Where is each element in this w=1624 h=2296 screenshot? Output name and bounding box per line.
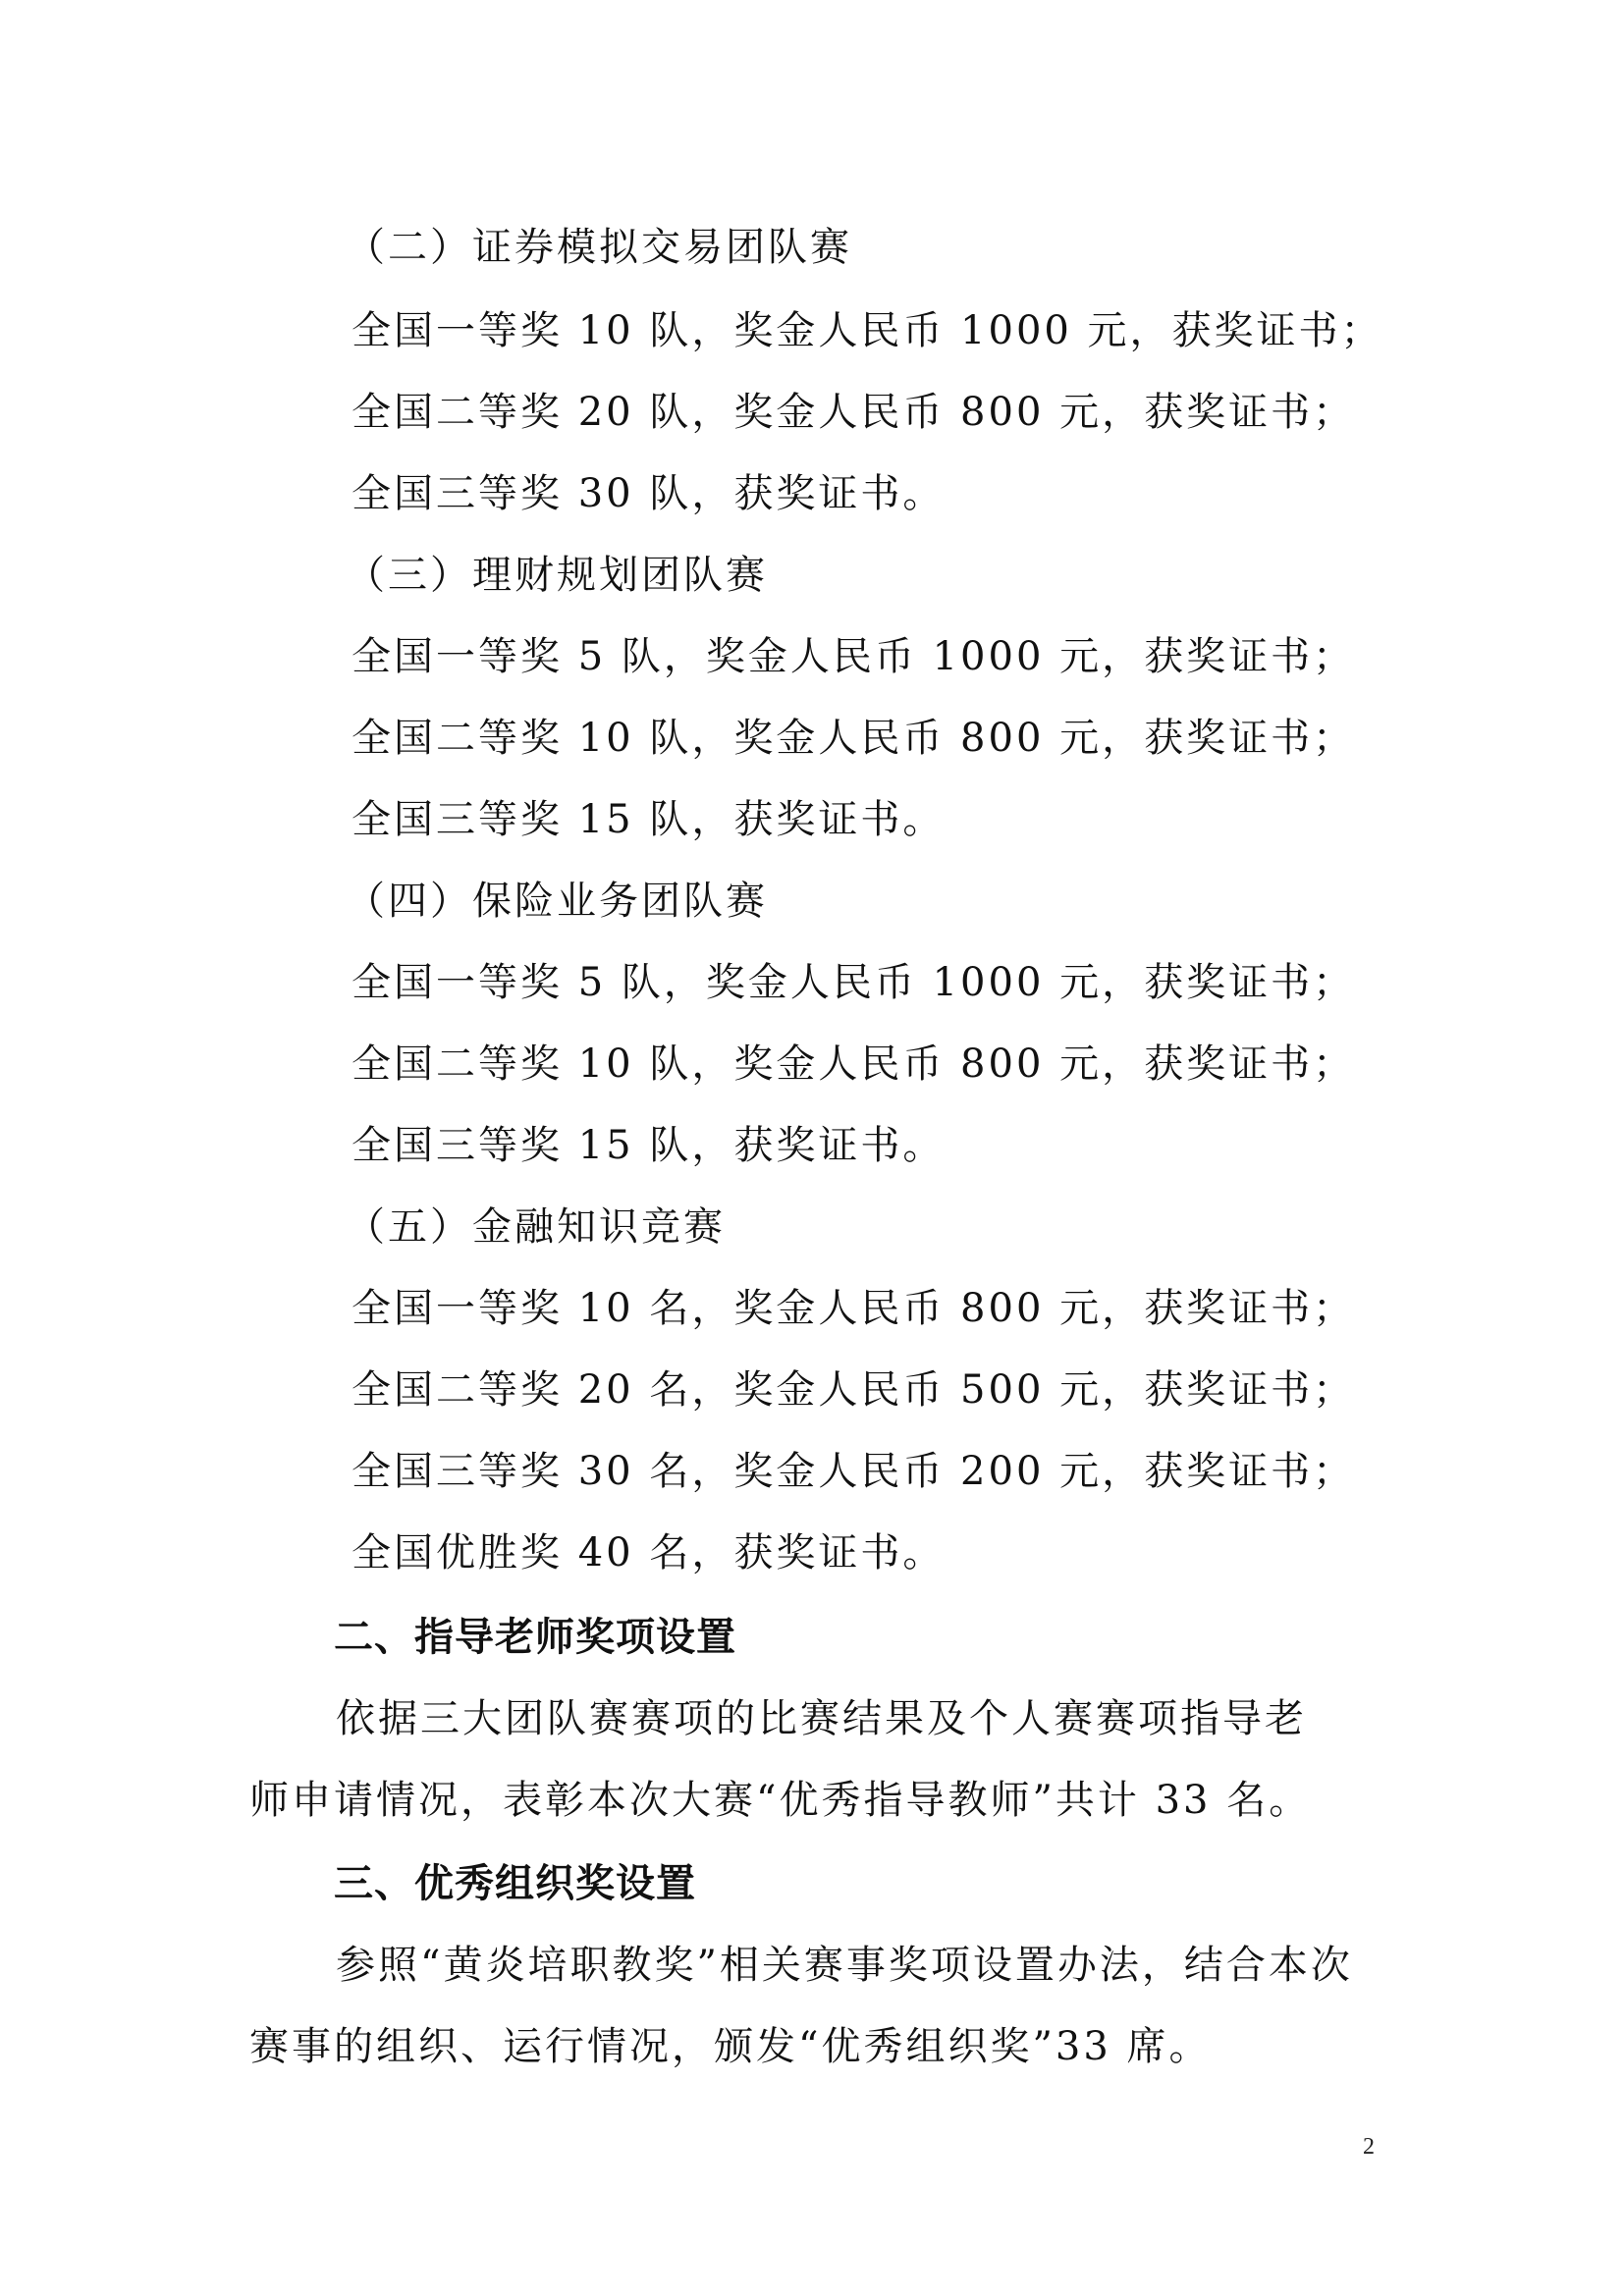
paragraph-line: 赛事的组织、运行情况，颁发“优秀组织奖”33 席。 (249, 2024, 1212, 2069)
paragraph-line: 参照“黄炎培职教奖”相关赛事奖项设置办法，结合本次 (336, 1943, 1353, 1988)
section-heading-insurance: （四）保险业务团队赛 (346, 879, 768, 924)
award-line: 全国三等奖 30 名，奖金人民币 200 元，获奖证书； (352, 1449, 1356, 1494)
section-heading-financial-planning: （三）理财规划团队赛 (346, 553, 768, 598)
award-line: 全国优胜奖 40 名，获奖证书。 (352, 1530, 946, 1575)
award-line: 全国一等奖 10 名，奖金人民币 800 元，获奖证书； (352, 1286, 1356, 1331)
award-line: 全国二等奖 10 队，奖金人民币 800 元，获奖证书； (352, 716, 1356, 761)
section-heading-securities: （二）证券模拟交易团队赛 (346, 225, 852, 270)
award-line: 全国三等奖 15 队，获奖证书。 (352, 1123, 946, 1168)
heading-teacher-award: 二、指导老师奖项设置 (334, 1615, 736, 1660)
award-line: 全国一等奖 10 队，奖金人民币 1000 元，获奖证书； (352, 308, 1383, 353)
paragraph-line: 依据三大团队赛赛项的比赛结果及个人赛赛项指导老 (336, 1696, 1307, 1741)
section-heading-finance-knowledge: （五）金融知识竞赛 (346, 1204, 726, 1250)
heading-organization-award: 三、优秀组织奖设置 (334, 1861, 696, 1906)
award-line: 全国一等奖 5 队，奖金人民币 1000 元，获奖证书； (352, 634, 1356, 679)
award-line: 全国三等奖 30 队，获奖证书。 (352, 471, 946, 516)
paragraph-line: 师申请情况，表彰本次大赛“优秀指导教师”共计 33 名。 (249, 1778, 1312, 1823)
award-line: 全国二等奖 20 队，奖金人民币 800 元，获奖证书； (352, 390, 1356, 435)
award-line: 全国二等奖 10 队，奖金人民币 800 元，获奖证书； (352, 1041, 1356, 1087)
award-line: 全国三等奖 15 队，获奖证书。 (352, 797, 946, 842)
award-line: 全国二等奖 20 名，奖金人民币 500 元，获奖证书； (352, 1367, 1356, 1413)
award-line: 全国一等奖 5 队，奖金人民币 1000 元，获奖证书； (352, 960, 1356, 1005)
page-number: 2 (1363, 2134, 1375, 2160)
